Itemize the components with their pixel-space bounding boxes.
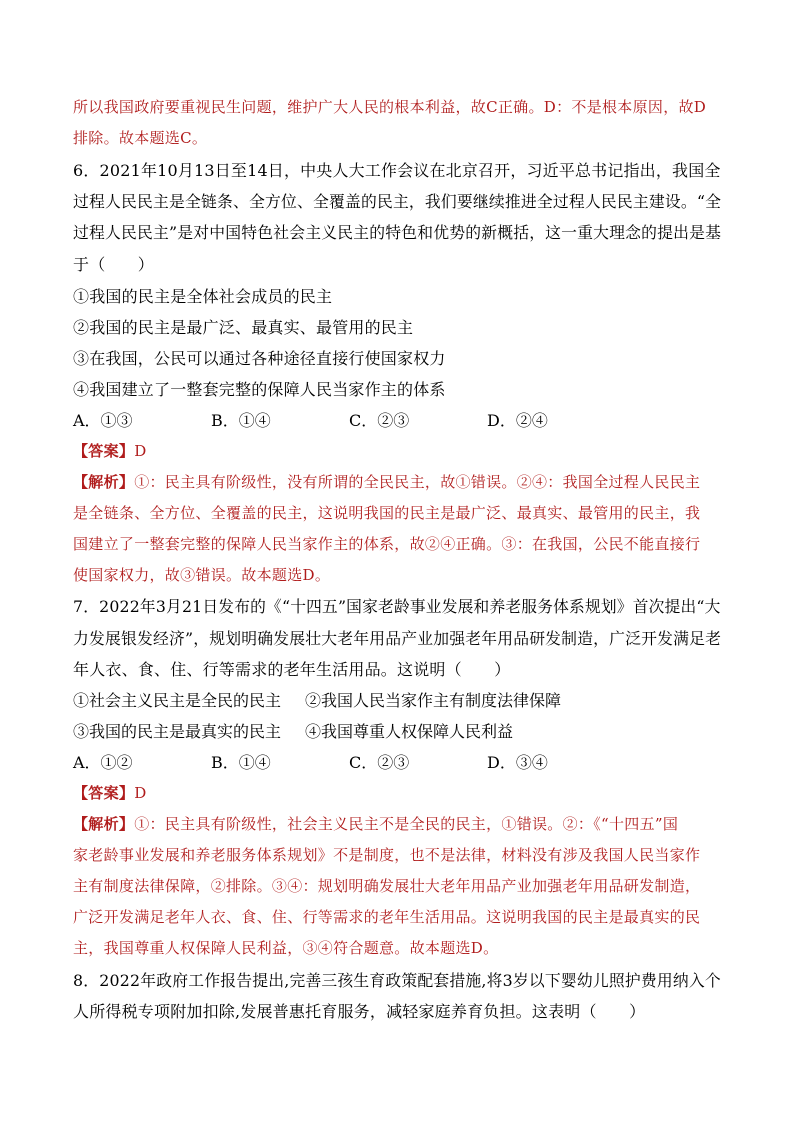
answer-value: D <box>134 442 147 460</box>
q6-stem-line-2: 过程人民民主是全链条、全方位、全覆盖的民主，我们要继续推进全过程人民民主建设。“全 <box>73 192 722 211</box>
q8-stem-line-1: 8．2022年政府工作报告提出,完善三孩生育政策配套措施,将3岁以下婴幼儿照护费用纳入个 <box>73 971 721 990</box>
q7-option-a: A．①② <box>73 753 133 772</box>
q7-analysis-line-1 <box>73 813 678 834</box>
q6-analysis-line-1 <box>73 471 700 492</box>
q6-option-c: C．②③ <box>349 411 410 430</box>
prev-analysis-line-1: 所以我国政府要重视民生问题，维护广大人民的根本利益，故C正确。D：不是根本原因，故D <box>73 98 707 116</box>
q7-option-c: C．②③ <box>349 753 410 772</box>
q7-answer <box>73 782 147 803</box>
q6-item-4: ④我国建立了一整套完整的保障人民当家作主的体系 <box>73 380 446 399</box>
q7-item-2: ②我国人民当家作主有制度法律保障 <box>305 691 562 710</box>
q6-option-a: A．①③ <box>73 411 133 430</box>
q6-analysis-line-3: 国建立了一整套完整的保障人民当家作主的体系，故②④正确。③：在我国，公民不能直接行 <box>73 535 701 553</box>
q7-option-b: B．①④ <box>211 753 271 772</box>
answer-value: D <box>134 784 147 802</box>
analysis-text: ①：民主具有阶级性，没有所谓的全民民主，故①错误。②④：我国全过程人民民主 <box>134 473 701 491</box>
answer-tag: 【答案】 <box>73 784 135 802</box>
q7-analysis-line-4: 广泛开发满足老年人衣、食、住、行等需求的老年生活用品。这说明我国的民主是最真实的民 <box>73 908 701 926</box>
q7-item-1: ①社会主义民主是全民的民主 <box>73 691 282 710</box>
q6-item-2: ②我国的民主是最广泛、最真实、最管用的民主 <box>73 318 414 337</box>
q6-option-d: D．②④ <box>487 411 548 430</box>
q6-item-1: ①我国的民主是全体社会成员的民主 <box>73 287 333 306</box>
q6-answer <box>73 440 147 461</box>
q7-item-3: ③我国的民主是最真实的民主 <box>73 722 282 741</box>
q7-analysis-line-3: 主有制度法律保障，②排除。③④：规划明确发展壮大老年用品产业加强老年用品研发制造， <box>73 877 701 895</box>
q6-analysis-line-2: 是全链条、全方位、全覆盖的民主，这说明我国的民主是最广泛、最真实、最管用的民主，我 <box>73 504 701 522</box>
q6-stem-line-3: 过程人民民主”是对中国特色社会主义民主的特色和优势的新概括，这一重大理念的提出是基 <box>73 223 722 242</box>
q6-item-3: ③在我国，公民可以通过各种途径直接行使国家权力 <box>73 349 446 368</box>
q7-item-4: ④我国尊重人权保障人民利益 <box>305 722 514 741</box>
q8-stem-line-2: 人所得税专项附加扣除,发展普惠托育服务，减轻家庭养育负担。这表明（ ） <box>73 1002 646 1021</box>
q6-stem-line-1: 6．2021年10月13日至14日，中央人大工作会议在北京召开，习近平总书记指出，我国全 <box>73 161 721 180</box>
answer-tag: 【答案】 <box>73 442 135 460</box>
analysis-text: ①：民主具有阶级性，社会主义民主不是全民的民主，①错误。②：《“十四五”国 <box>134 815 679 833</box>
analysis-tag: 【解析】 <box>73 473 135 491</box>
q7-stem-line-1: 7．2022年3月21日发布的《“十四五”国家老龄事业发展和养老服务体系规划》首次提出“大 <box>73 597 721 616</box>
q7-option-d: D．③④ <box>487 753 548 772</box>
q6-option-b: B．①④ <box>211 411 271 430</box>
q7-stem-line-3: 年人衣、食、住、行等需求的老年生活用品。这说明（ ） <box>73 660 511 679</box>
q6-stem-line-4: 于（ ） <box>73 255 155 274</box>
prev-analysis-line-2: 排除。故本题选C。 <box>73 129 208 147</box>
q6-analysis-line-4: 使国家权力，故③错误。故本题选D。 <box>73 566 331 584</box>
q7-analysis-line-2: 家老龄事业发展和养老服务体系规划》不是制度，也不是法律，材料没有涉及我国人民当家作 <box>73 846 701 864</box>
q7-stem-line-2: 力发展银发经济”，规划明确发展壮大老年用品产业加强老年用品研发制造，广泛开发满足老 <box>73 629 722 648</box>
q7-analysis-line-5: 主，我国尊重人权保障人民利益，③④符合题意。故本题选D。 <box>73 939 499 957</box>
analysis-tag: 【解析】 <box>73 815 135 833</box>
